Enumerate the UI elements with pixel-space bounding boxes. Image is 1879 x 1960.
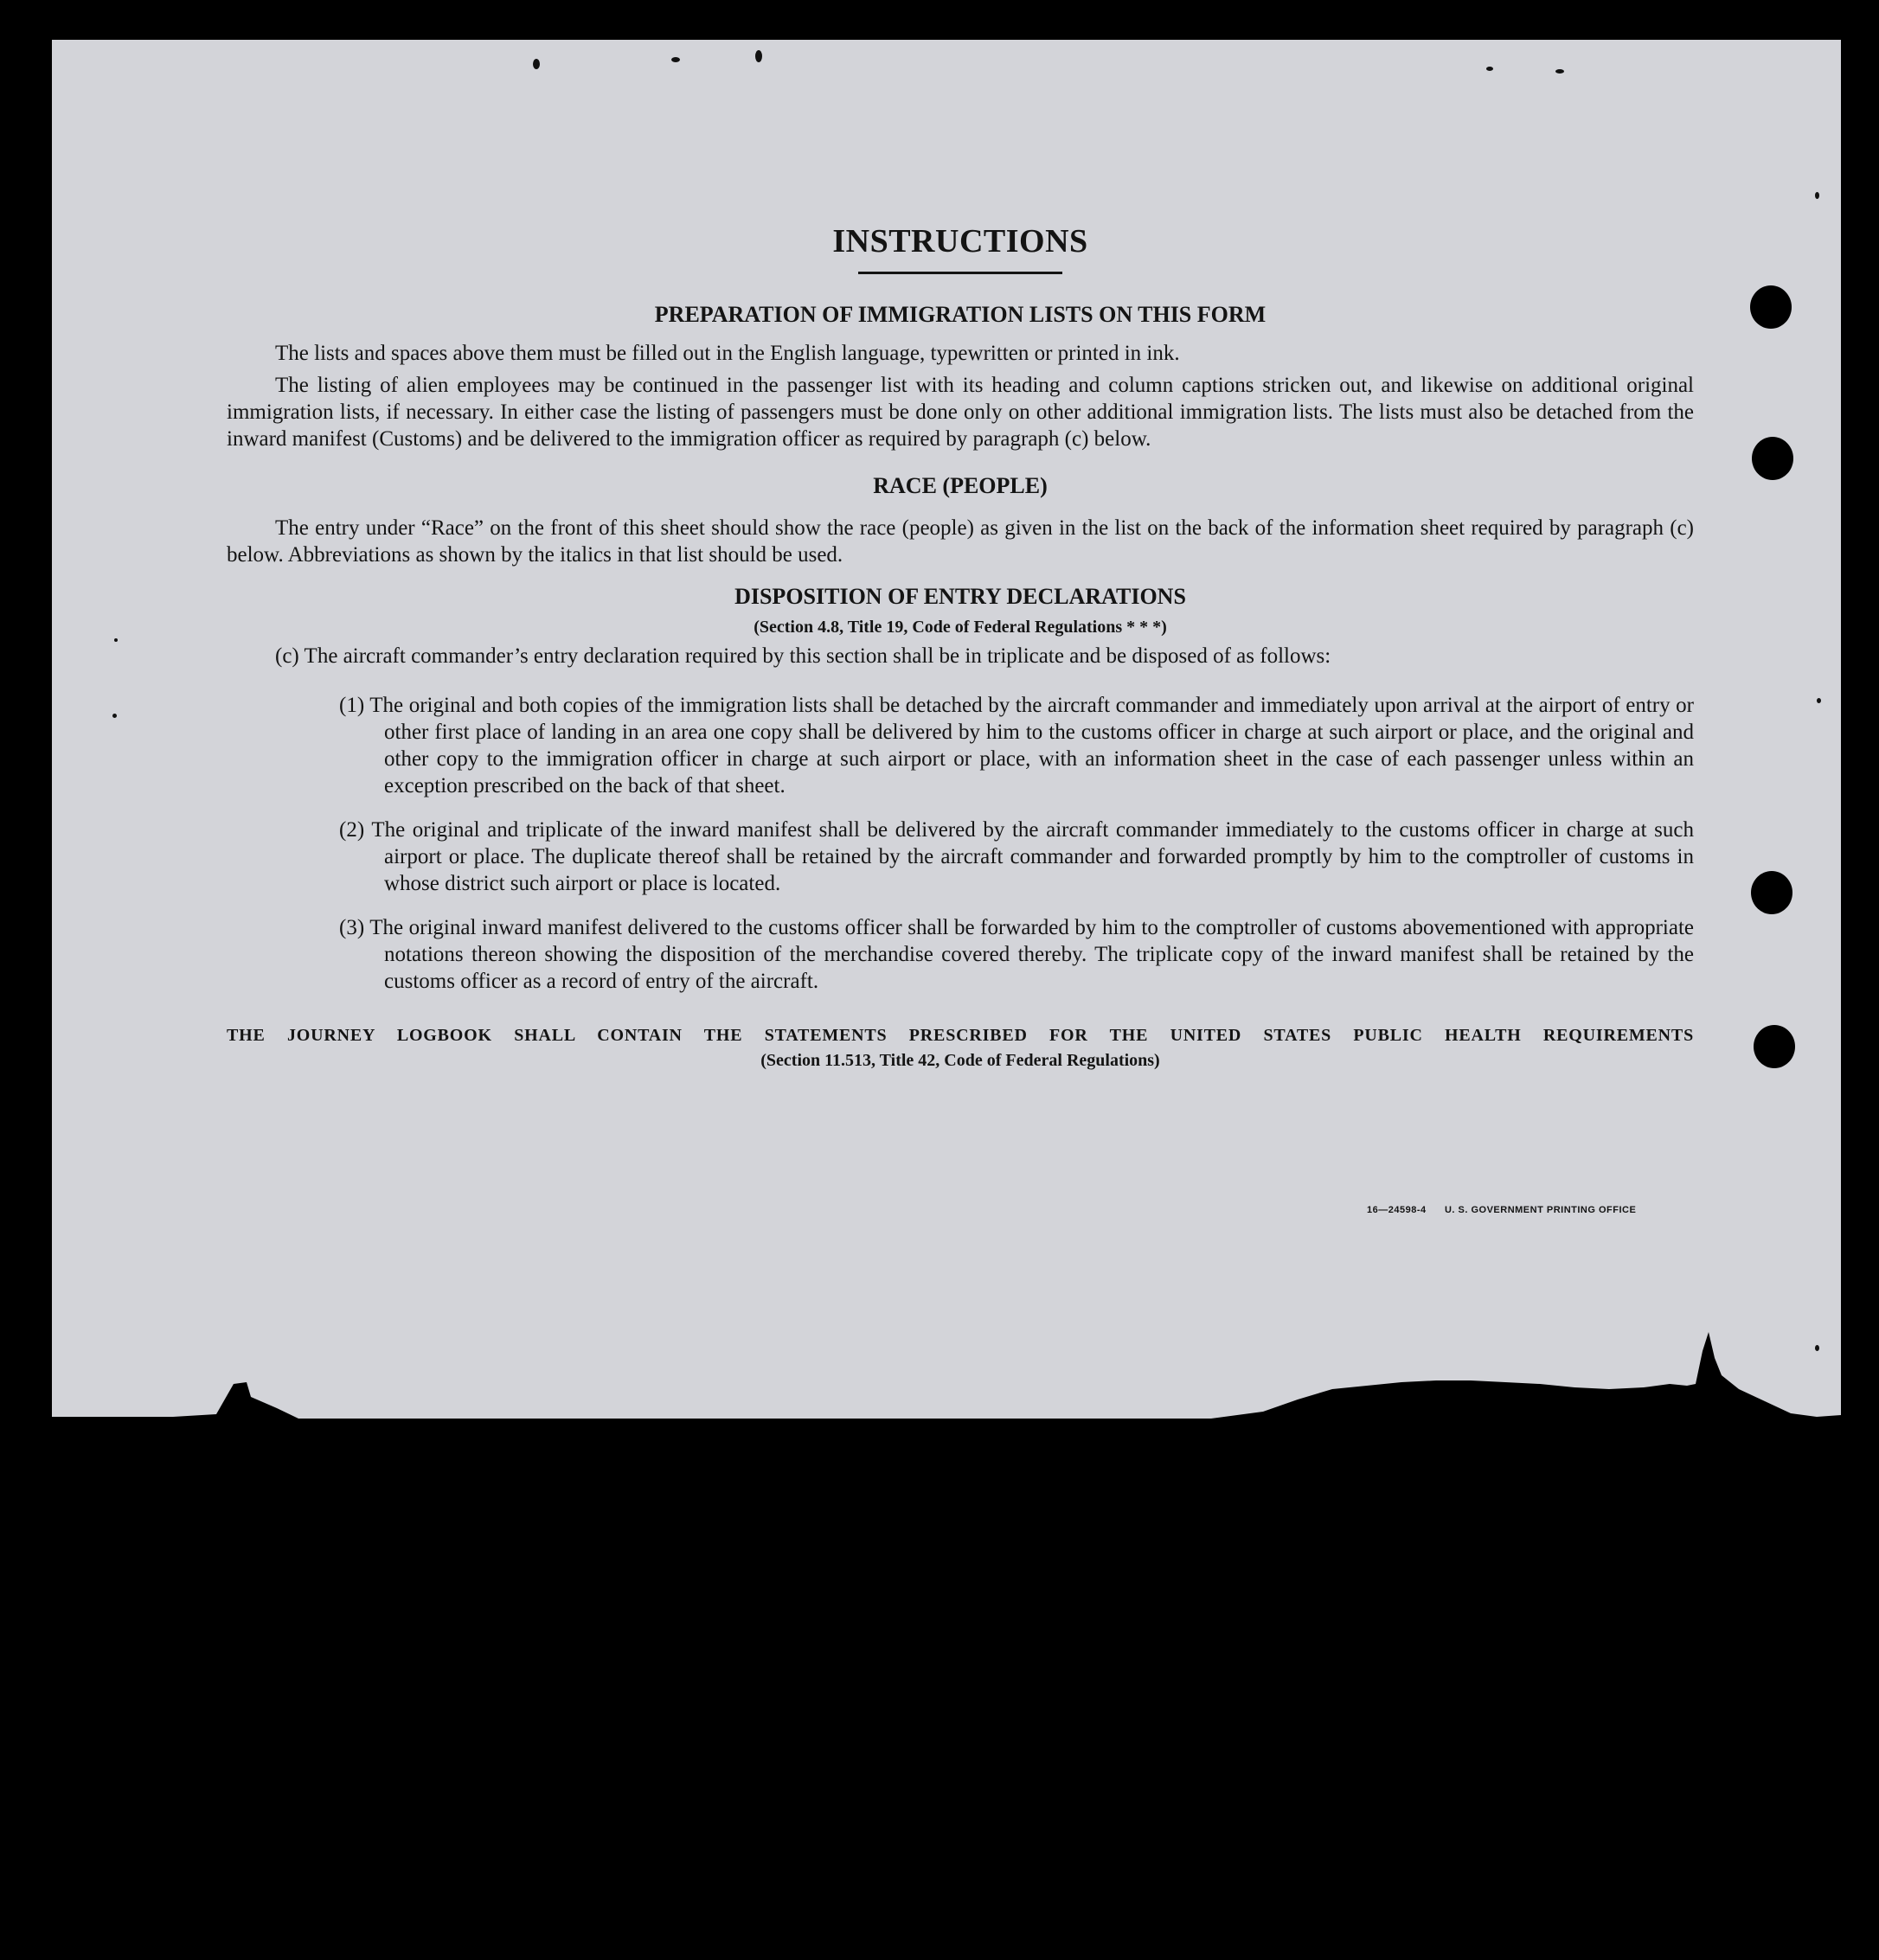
section-heading-race: RACE (PEOPLE) [873, 473, 1048, 498]
printing-office: U. S. GOVERNMENT PRINTING OFFICE [1444, 1205, 1637, 1215]
section-heading-preparation: PREPARATION OF IMMIGRATION LISTS ON THIS FORM [654, 302, 1267, 327]
punch-hole [1751, 871, 1792, 914]
scan-speck [112, 714, 117, 718]
scan-speck [1815, 1345, 1819, 1351]
paragraph-english-language: The lists and spaces above them must be filled out in the English language, typewritten or printed in ink. [275, 342, 1180, 365]
public-health-notice: THE JOURNEY LOGBOOK SHALL CONTAIN THE STATEMENTS PRESCRIBED FOR THE UNITED STATES PUBLIC HEALTH REQUIREMENTS [227, 1026, 1694, 1045]
public-health-citation: (Section 11.513, Title 42, Code of Federal Regulations) [760, 1051, 1160, 1070]
scan-speck [1486, 67, 1493, 71]
punch-hole [1754, 1025, 1795, 1068]
scan-speck [114, 638, 118, 642]
scan-speck [1815, 192, 1819, 199]
regulation-citation: (Section 4.8, Title 19, Code of Federal Regulations * * *) [754, 618, 1167, 637]
list-item: (3) The original inward manifest delivered to the customs officer shall be forwarded by him to the comptroller of customs abovementioned with appropriate notations thereon showing the disposition of the merchandise covered thereby. The triplicate copy of the inward manifest shall be retained by the customs officer as a record of entry of the aircraft. [339, 916, 1694, 993]
paragraph-race-entry: The entry under “Race” on the front of this sheet should show the race (people) as given in the list on the back of the information sheet required by paragraph (c) below. Abbreviations as shown by the italics in that list should be used. [227, 516, 1694, 567]
scan-speck [1555, 69, 1564, 74]
paragraph-alien-employees: The listing of alien employees may be continued in the passenger list with its heading and column captions stricken out, and likewise on additional original immigration lists, if necessary. In either case the listing of passengers must be done only on other additional immigration lists. The lists must also be detached from the inward manifest (Customs) and be delivered to the immigration officer as required by paragraph (c) below. [227, 374, 1694, 451]
form-number: 16—24598-4 [1367, 1205, 1427, 1215]
torn-paper-edge [0, 1332, 1879, 1453]
list-item: (2) The original and triplicate of the inward manifest shall be delivered by the aircraft commander immediately to the customs officer in charge at such airport or place. The duplicate thereof shall be retained by the aircraft commander and forwarded promptly by him to the comptroller of customs in whose district such airport or place is located. [339, 818, 1694, 895]
printer-mark [1367, 1205, 1636, 1215]
scan-speck [1817, 698, 1821, 703]
document-title: INSTRUCTIONS [832, 223, 1088, 259]
punch-hole [1752, 437, 1793, 480]
paragraph-c-intro: (c) The aircraft commander’s entry declaration required by this section shall be in triplicate and be disposed of as follows: [275, 644, 1331, 668]
scan-speck [533, 59, 540, 69]
punch-hole [1750, 285, 1792, 329]
section-heading-disposition: DISPOSITION OF ENTRY DECLARATIONS [734, 584, 1186, 609]
instructions-body [227, 216, 1694, 1073]
scan-speck [755, 50, 762, 62]
list-item: (1) The original and both copies of the immigration lists shall be detached by the aircraft commander and immediately upon arrival at the airport of entry or other first place of landing in an area one copy shall be delivered by him to the customs officer in charge at such airport or place, and the original and other copy to the immigration officer in charge at such airport or place, with an information sheet in the case of each passenger unless within an exception prescribed on the back of that sheet. [339, 694, 1694, 797]
scan-speck [671, 57, 680, 62]
